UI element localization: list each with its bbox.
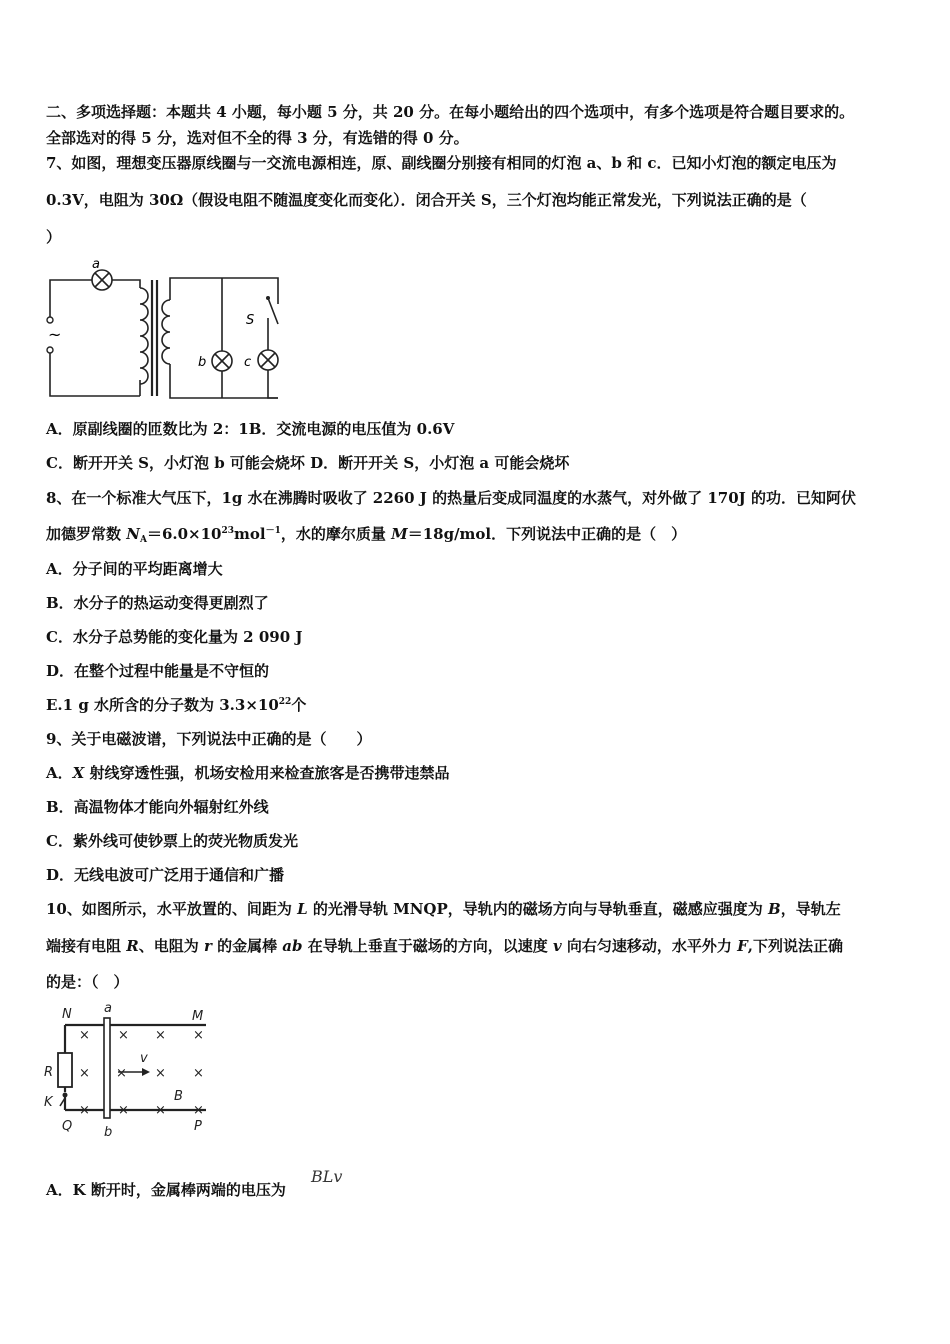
field-x-mark: ×: [79, 1103, 90, 1118]
q8-stem-2-pre: 加德罗常数: [46, 525, 127, 543]
q8-stem-line-2: [46, 524, 686, 544]
label-Q: Q: [62, 1119, 73, 1134]
lamp-a-label: a: [92, 258, 100, 272]
label-N: N: [62, 1007, 72, 1022]
q8-stem-line-1: 8、在一个标准大气压下，1g 水在沸腾时吸收了 2260 J 的热量后变成同温度的水蒸气，对外做了 170J 的功．已知阿伏: [46, 489, 856, 507]
q10-ab-symbol: ab: [282, 937, 303, 955]
q10-option-a: A．K 断开时，金属棒两端的电压为: [46, 1181, 286, 1199]
q7-transformer-circuit-figure: [40, 258, 290, 408]
q8-avogadro-sub: A: [139, 535, 147, 545]
source-terminal-bottom: [47, 347, 53, 353]
switch-s-label: S: [246, 313, 255, 328]
field-x-mark: ×: [118, 1028, 129, 1043]
q8-avogadro-symbol: N: [126, 525, 140, 543]
label-P: P: [194, 1119, 202, 1134]
q10-s2-f: ,下列说法正确: [747, 937, 844, 955]
label-b: b: [104, 1125, 113, 1140]
label-a: a: [104, 1001, 112, 1016]
field-x-mark: ×: [193, 1103, 204, 1118]
label-K: K: [44, 1095, 53, 1110]
q10-stem-line-3: 的是：（ ）: [46, 973, 129, 991]
q9-x-symbol: X: [72, 764, 85, 782]
field-x-mark: ×: [193, 1066, 204, 1081]
field-x-mark: ×: [118, 1103, 129, 1118]
q8-stem-2-post: ，水的摩尔质量: [280, 525, 392, 543]
q8-option-c: C．水分子总势能的变化量为 2 090 J: [46, 628, 303, 646]
q8-unit: mol: [234, 525, 266, 543]
q8-option-d: D．在整个过程中能量是不守恒的: [46, 662, 270, 680]
q8-exp-23: 23: [221, 526, 235, 536]
q10-stem-line-2: [46, 936, 843, 956]
q10-s1-a: 10、如图所示，水平放置的、间距为: [46, 900, 298, 918]
q8-option-e: [46, 695, 306, 715]
q9-option-a: [46, 763, 450, 783]
source-terminal-top: [47, 317, 53, 323]
q10-s1-c: ，导轨左: [780, 900, 841, 918]
q10-s2-a: 端接有电阻: [46, 937, 127, 955]
q9-option-c: C．紫外线可使钞票上的荧光物质发光: [46, 832, 298, 850]
field-x-mark: ×: [193, 1028, 204, 1043]
q10-s2-c: 的金属棒: [211, 937, 283, 955]
q8-stem-2-mid: ＝6.0×10: [146, 525, 222, 543]
q8-unit-exp: －1: [265, 526, 281, 536]
q9-option-d: D．无线电波可广泛用于通信和广播: [46, 866, 285, 884]
ac-source-symbol: ~: [48, 325, 62, 344]
q10-option-a-formula: BLv: [311, 1167, 343, 1186]
lamp-c-label: c: [244, 355, 252, 370]
q10-v-symbol: v: [552, 937, 562, 955]
q10-B-symbol: B: [768, 900, 781, 918]
q7-options-cd: C．断开开关 S，小灯泡 b 可能会烧坏 D．断开开关 S，小灯泡 a 可能会烧坏: [46, 454, 570, 472]
q7-stem-line-3: ）: [46, 228, 62, 246]
field-x-mark: ×: [116, 1066, 127, 1081]
q10-s2-e: 向右匀速移动，水平外力: [561, 937, 738, 955]
label-v: v: [140, 1051, 148, 1066]
q8-stem-2-end: ＝18g/mol．下列说法中正确的是（ ）: [407, 525, 687, 543]
q10-r-symbol: r: [203, 937, 212, 955]
field-x-mark: ×: [155, 1066, 166, 1081]
q9-option-a-post: 射线穿透性强，机场安检用来检查旅客是否携带违禁品: [84, 764, 450, 782]
q7-stem-line-1: 7、如图，理想变压器原线圈与一交流电源相连，原、副线圈分别接有相同的灯泡 a、b 和 c．已知小灯泡的额定电压为: [46, 154, 837, 172]
label-B: B: [174, 1089, 183, 1104]
q10-L-symbol: L: [297, 900, 308, 918]
q9-stem: 9、关于电磁波谱，下列说法中正确的是（ ）: [46, 730, 372, 748]
field-x-mark: ×: [155, 1103, 166, 1118]
q10-F-symbol: F: [737, 937, 748, 955]
field-x-mark: ×: [155, 1028, 166, 1043]
field-x-mark: ×: [79, 1066, 90, 1081]
q10-s2-b: 、电阻为: [138, 937, 204, 955]
q8-option-e-pre: E.1 g 水所含的分子数为 3.3×10: [46, 696, 279, 714]
q10-stem-line-1: [46, 899, 841, 919]
lamp-b-label: b: [198, 355, 207, 370]
q8-option-b: B．水分子的热运动变得更剧烈了: [46, 594, 269, 612]
q10-s2-d: 在导轨上垂直于磁场的方向，以速度: [302, 937, 553, 955]
q8-molar-mass-symbol: M: [391, 525, 408, 543]
section-title-line-2: 全部选对的得 5 分，选对但不全的得 3 分，有选错的得 0 分。: [46, 129, 469, 147]
q10-R-symbol: R: [126, 937, 139, 955]
q10-s1-b: 的光滑导轨 MNQP，导轨内的磁场方向与导轨垂直，磁感应强度为: [307, 900, 768, 918]
section-title-line-1: 二、多项选择题：本题共 4 小题，每小题 5 分，共 20 分。在每小题给出的四个选项中，有多个选项是符合题目要求的。: [46, 103, 855, 121]
label-R: R: [44, 1065, 54, 1080]
q7-stem-line-2: 0.3V，电阻为 30Ω（假设电阻不随温度变化而变化）．闭合开关 S，三个灯泡均能正常发光，下列说法正确的是（: [46, 191, 807, 209]
q9-option-a-pre: A．: [46, 764, 73, 782]
q8-option-e-exp: 22: [278, 697, 292, 707]
label-M: M: [192, 1009, 204, 1024]
field-x-mark: ×: [79, 1028, 90, 1043]
q8-option-a: A．分子间的平均距离增大: [46, 560, 223, 578]
q7-options-ab: A．原副线圈的匝数比为 2：1B．交流电源的电压值为 0.6V: [46, 420, 455, 438]
q8-option-e-post: 个: [291, 696, 307, 714]
q10-rail-circuit-figure: [40, 998, 220, 1140]
q9-option-b: B．高温物体才能向外辐射红外线: [46, 798, 269, 816]
